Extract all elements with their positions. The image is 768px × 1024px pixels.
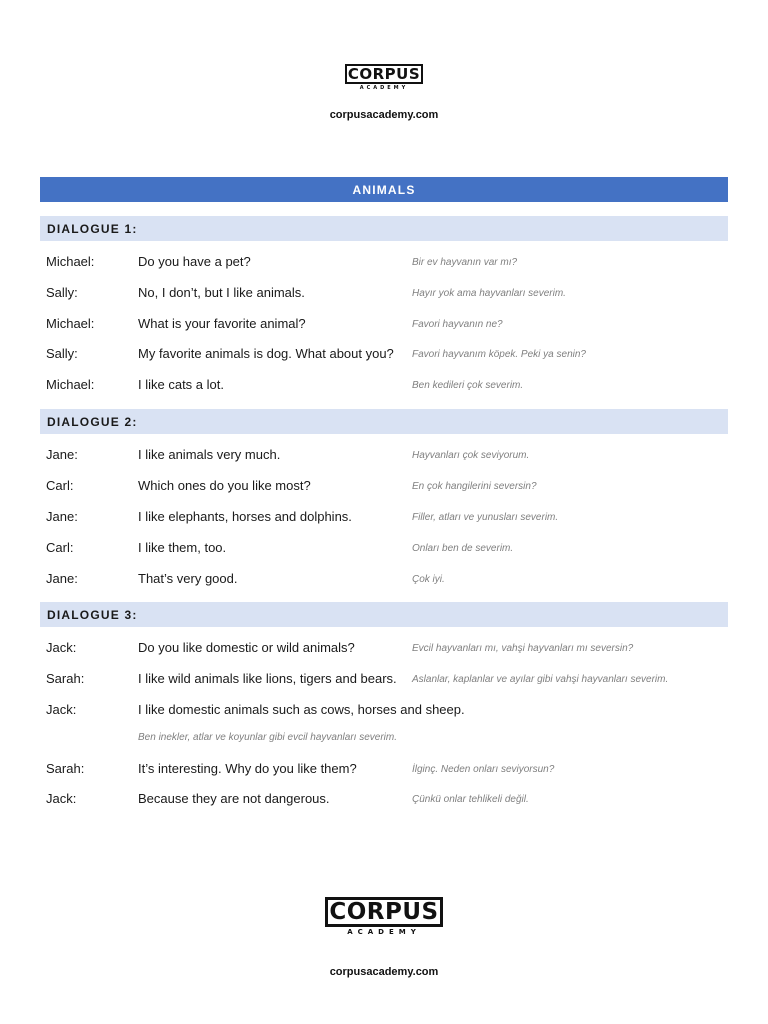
logo-bottom: [0, 897, 768, 936]
dialogue-line: [0, 640, 768, 660]
line-translation: Evcil hayvanları mı, vahşi hayvanları mı seversin?: [412, 643, 634, 654]
line-translation: Bir ev hayvanın var mı?: [412, 257, 518, 268]
speaker: Jane:: [46, 447, 78, 462]
line-translation: Ben inekler, atlar ve koyunlar gibi evcil hayvanları severim.: [138, 732, 398, 743]
dialogue-line: [0, 509, 768, 529]
speaker: Sarah:: [46, 671, 85, 686]
dialogue-line: [0, 671, 768, 691]
speaker: Jack:: [46, 791, 77, 806]
line-text: I like domestic animals such as cows, horses and sheep.: [138, 702, 465, 717]
dialogue-line: [0, 447, 768, 467]
speaker: Jack:: [46, 702, 77, 717]
speaker: Carl:: [46, 478, 74, 493]
line-text: That’s very good.: [138, 571, 238, 586]
speaker: Jane:: [46, 571, 78, 586]
dialogue-2-heading: DIALOGUE 2:: [40, 409, 728, 434]
line-text: I like animals very much.: [138, 447, 281, 462]
logo-subtitle: ACADEMY: [359, 85, 409, 91]
line-translation: Onları ben de severim.: [412, 543, 514, 554]
speaker: Sally:: [46, 285, 78, 300]
speaker: Michael:: [46, 254, 95, 269]
line-translation: Hayvanları çok seviyorum.: [412, 450, 530, 461]
dialogue-line: [0, 346, 768, 366]
speaker: Jane:: [46, 509, 78, 524]
dialogue-line: [0, 571, 768, 591]
dialogue-3-heading: DIALOGUE 3:: [40, 602, 728, 627]
dialogue-line: [0, 285, 768, 305]
line-text: Because they are not dangerous.: [138, 791, 330, 806]
line-text: What is your favorite animal?: [138, 316, 306, 331]
logo-subtitle: ACADEMY: [347, 928, 421, 936]
dialogue-line: [0, 702, 768, 722]
line-text: No, I don’t, but I like animals.: [138, 285, 305, 300]
dialogue-line: [0, 254, 768, 274]
speaker: Sarah:: [46, 761, 85, 776]
speaker: Carl:: [46, 540, 74, 555]
dialogue-line: [0, 377, 768, 397]
line-translation: İlginç. Neden onları seviyorsun?: [412, 764, 555, 775]
line-text: Do you have a pet?: [138, 254, 251, 269]
site-url-top[interactable]: corpusacademy.com: [329, 109, 439, 121]
line-text: I like wild animals like lions, tigers and bears.: [138, 671, 397, 686]
site-url-bottom[interactable]: corpusacademy.com: [329, 966, 439, 978]
speaker: Michael:: [46, 316, 95, 331]
line-translation: Filler, atları ve yunusları severim.: [412, 512, 559, 523]
logo-wordmark: CORPUS: [325, 897, 443, 927]
line-translation: Çok iyi.: [412, 574, 445, 585]
line-text: I like elephants, horses and dolphins.: [138, 509, 352, 524]
dialogue-line: [0, 761, 768, 781]
dialogue-line: [0, 540, 768, 560]
speaker: Jack:: [46, 640, 77, 655]
logo-wordmark: CORPUS: [345, 64, 423, 84]
speaker: Sally:: [46, 346, 78, 361]
dialogue-1-heading: DIALOGUE 1:: [40, 216, 728, 241]
line-text: Which ones do you like most?: [138, 478, 311, 493]
line-text: It’s interesting. Why do you like them?: [138, 761, 357, 776]
line-translation: Favori hayvanın ne?: [412, 319, 503, 330]
line-translation: En çok hangilerini seversin?: [412, 481, 537, 492]
page-title: ANIMALS: [40, 177, 728, 202]
line-translation: Hayır yok ama hayvanları severim.: [412, 288, 566, 299]
line-translation: Favori hayvanım köpek. Peki ya senin?: [412, 349, 586, 360]
line-translation: Çünkü onlar tehlikeli değil.: [412, 794, 529, 805]
line-text: My favorite animals is dog. What about you?: [138, 346, 394, 361]
logo-top: [0, 64, 768, 91]
line-translation: Ben kedileri çok severim.: [412, 380, 524, 391]
line-translation: Aslanlar, kaplanlar ve ayılar gibi vahşi hayvanları severim.: [412, 674, 669, 685]
line-text: I like them, too.: [138, 540, 227, 555]
dialogue-line: [0, 478, 768, 498]
dialogue-line: [0, 791, 768, 811]
line-text: Do you like domestic or wild animals?: [138, 640, 355, 655]
dialogue-line: [0, 316, 768, 336]
dialogue-line-translation-row: [0, 732, 768, 752]
line-text: I like cats a lot.: [138, 377, 224, 392]
speaker: Michael:: [46, 377, 95, 392]
